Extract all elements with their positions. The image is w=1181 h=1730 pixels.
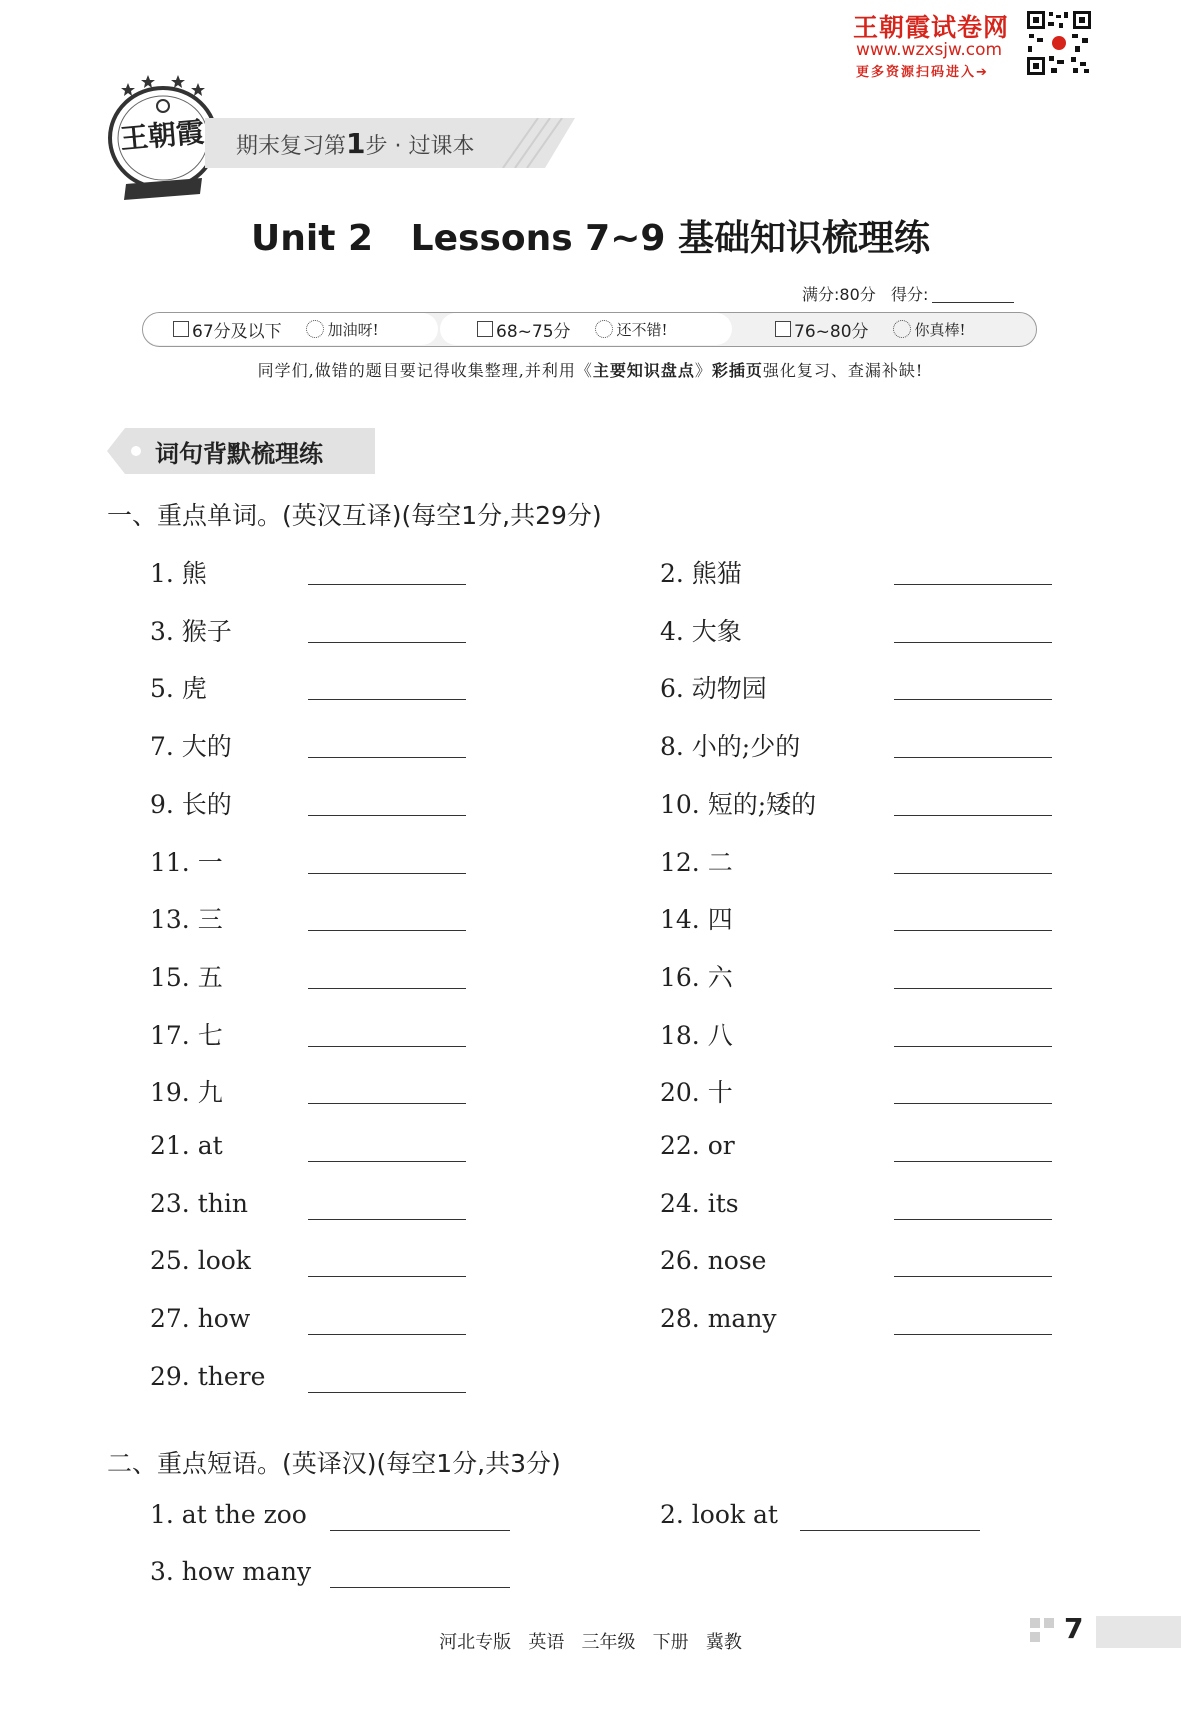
answer-blank[interactable] bbox=[894, 930, 1052, 931]
score-line bbox=[802, 282, 1014, 305]
page-title: Unit 2 Lessons 7~9 基础知识梳理练 bbox=[251, 218, 930, 259]
smiley-icon bbox=[595, 320, 613, 338]
word-item: 24. its bbox=[660, 1188, 739, 1218]
phrase-item: 3. how many bbox=[150, 1557, 312, 1586]
gauge-comment: 你真棒! bbox=[914, 320, 966, 339]
answer-blank[interactable] bbox=[308, 584, 466, 585]
banner-suffix: 步 · 过课本 bbox=[365, 134, 475, 159]
banner-step: 1 bbox=[346, 127, 366, 160]
word-item: 18. 八 bbox=[660, 1020, 733, 1050]
gauge-range: 76~80分 bbox=[794, 321, 869, 342]
word-item: 19. 九 bbox=[150, 1078, 223, 1108]
word-item: 5. 虎 bbox=[150, 674, 207, 704]
notice-text bbox=[0, 358, 1181, 381]
word-item: 7. 大的 bbox=[150, 732, 232, 762]
page-number-bar bbox=[1096, 1616, 1181, 1648]
score-gauge bbox=[142, 312, 1037, 347]
word-item: 15. 五 bbox=[150, 962, 223, 992]
word-item: 16. 六 bbox=[660, 962, 733, 992]
answer-blank[interactable] bbox=[308, 988, 466, 989]
answer-blank[interactable] bbox=[894, 1334, 1052, 1335]
gauge-range: 67分及以下 bbox=[192, 321, 282, 342]
phrase-item: 1. at the zoo bbox=[150, 1500, 307, 1529]
word-item: 26. nose bbox=[660, 1246, 767, 1276]
score-label: 得分: bbox=[891, 285, 929, 304]
word-item: 6. 动物园 bbox=[660, 674, 767, 704]
answer-blank[interactable] bbox=[308, 1392, 466, 1393]
word-item: 28. many bbox=[660, 1304, 777, 1334]
notice-bold: 主要知识盘点 bbox=[592, 361, 695, 380]
notice-part: 强化复习、查漏补缺! bbox=[762, 361, 924, 380]
brand-url: www.wzxsjw.com bbox=[856, 40, 1003, 60]
answer-blank[interactable] bbox=[894, 1103, 1052, 1104]
answer-blank[interactable] bbox=[308, 873, 466, 874]
word-item: 13. 三 bbox=[150, 905, 223, 935]
answer-blank[interactable] bbox=[894, 1219, 1052, 1220]
gauge-range: 68~75分 bbox=[496, 321, 571, 342]
smiley-icon bbox=[893, 320, 911, 338]
checkbox[interactable] bbox=[477, 321, 493, 337]
word-item: 22. or bbox=[660, 1131, 735, 1160]
deco-square bbox=[1030, 1618, 1040, 1628]
word-item: 27. how bbox=[150, 1304, 251, 1334]
word-item: 20. 十 bbox=[660, 1078, 733, 1108]
answer-blank[interactable] bbox=[308, 1046, 466, 1047]
gauge-segment-high bbox=[775, 313, 966, 345]
answer-blank[interactable] bbox=[894, 757, 1052, 758]
brand-name: 王朝霞试卷网 bbox=[853, 13, 1010, 42]
phrase-item: 2. look at bbox=[660, 1500, 778, 1529]
answer-blank[interactable] bbox=[308, 757, 466, 758]
qr-code-icon[interactable] bbox=[1026, 10, 1092, 76]
q2-heading: 二、重点短语。(英译汉)(每空1分,共3分) bbox=[107, 1449, 561, 1478]
gauge-segment-low bbox=[173, 313, 379, 345]
smiley-icon bbox=[306, 320, 324, 338]
gauge-segment-mid bbox=[477, 313, 668, 345]
word-item: 1. 熊 bbox=[150, 559, 207, 588]
word-item: 2. 熊猫 bbox=[660, 559, 742, 588]
word-item: 9. 长的 bbox=[150, 789, 232, 819]
word-item: 21. at bbox=[150, 1131, 223, 1160]
word-item: 17. 七 bbox=[150, 1020, 223, 1050]
notice-part: 》 bbox=[694, 361, 712, 380]
answer-blank[interactable] bbox=[894, 1276, 1052, 1277]
score-blank[interactable] bbox=[932, 302, 1014, 303]
answer-blank[interactable] bbox=[894, 1046, 1052, 1047]
answer-blank[interactable] bbox=[308, 1334, 466, 1335]
checkbox[interactable] bbox=[775, 321, 791, 337]
q1-heading: 一、重点单词。(英汉互译)(每空1分,共29分) bbox=[107, 501, 602, 530]
page-number: 7 bbox=[1064, 1612, 1084, 1645]
logo-text: 王朝霞 bbox=[118, 115, 206, 156]
word-item: 8. 小的;少的 bbox=[660, 732, 801, 762]
answer-blank[interactable] bbox=[308, 1276, 466, 1277]
answer-blank[interactable] bbox=[894, 988, 1052, 989]
answer-blank[interactable] bbox=[330, 1530, 510, 1531]
answer-blank[interactable] bbox=[894, 699, 1052, 700]
answer-blank[interactable] bbox=[308, 1161, 466, 1162]
answer-blank[interactable] bbox=[308, 1103, 466, 1104]
answer-blank[interactable] bbox=[894, 1161, 1052, 1162]
word-item: 4. 大象 bbox=[660, 616, 742, 646]
checkbox[interactable] bbox=[173, 321, 189, 337]
word-item: 25. look bbox=[150, 1246, 251, 1276]
word-item: 23. thin bbox=[150, 1188, 248, 1218]
answer-blank[interactable] bbox=[330, 1587, 510, 1588]
answer-blank[interactable] bbox=[894, 642, 1052, 643]
brand-scan-text: 更多资源扫码进入➔ bbox=[856, 65, 989, 80]
answer-blank[interactable] bbox=[308, 699, 466, 700]
word-item: 3. 猴子 bbox=[150, 616, 232, 646]
section-title: 词句背默梳理练 bbox=[155, 440, 323, 468]
word-item: 12. 二 bbox=[660, 847, 733, 877]
word-item: 14. 四 bbox=[660, 905, 733, 935]
answer-blank[interactable] bbox=[894, 584, 1052, 585]
gauge-comment: 加油呀! bbox=[327, 320, 379, 339]
answer-blank[interactable] bbox=[308, 815, 466, 816]
answer-blank[interactable] bbox=[894, 815, 1052, 816]
answer-blank[interactable] bbox=[308, 642, 466, 643]
word-item: 29. there bbox=[150, 1361, 266, 1391]
answer-blank[interactable] bbox=[308, 930, 466, 931]
notice-bold: 彩插页 bbox=[711, 361, 763, 380]
word-item: 11. 一 bbox=[150, 847, 223, 877]
gauge-comment: 还不错! bbox=[616, 320, 668, 339]
answer-blank[interactable] bbox=[800, 1530, 980, 1531]
word-item: 10. 短的;矮的 bbox=[660, 789, 817, 819]
notice-part: 同学们,做错的题目要记得收集整理,并利用《 bbox=[257, 361, 593, 380]
full-score: 满分:80分 bbox=[802, 285, 876, 304]
answer-blank[interactable] bbox=[894, 873, 1052, 874]
banner-text bbox=[236, 127, 474, 160]
deco-square bbox=[1030, 1632, 1040, 1642]
banner-prefix: 期末复习第 bbox=[236, 134, 347, 159]
footer-text: 河北专版 英语 三年级 下册 冀教 bbox=[439, 1632, 742, 1653]
answer-blank[interactable] bbox=[308, 1219, 466, 1220]
deco-square bbox=[1044, 1618, 1054, 1628]
